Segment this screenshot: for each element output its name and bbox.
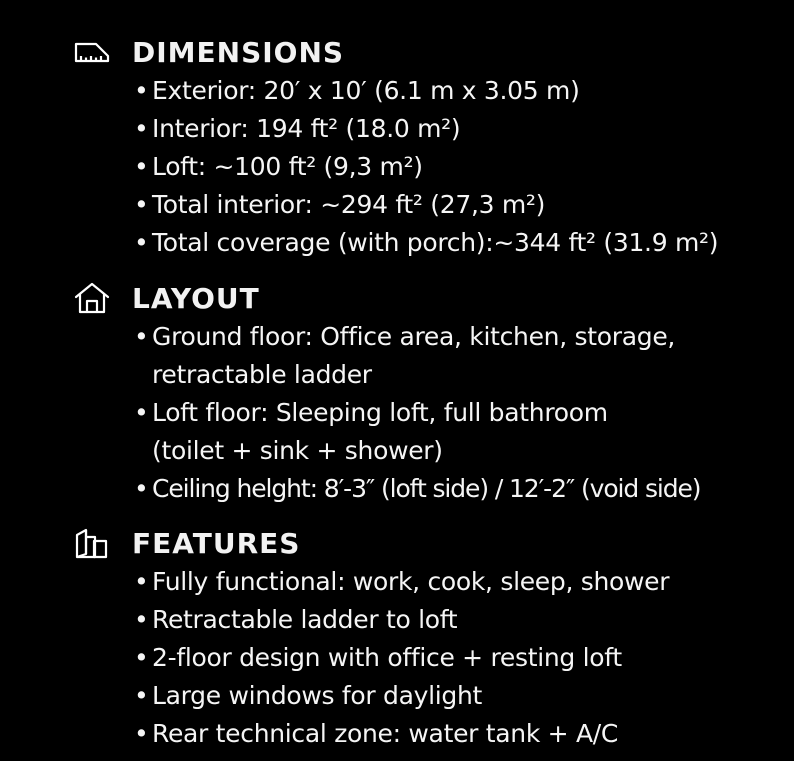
bullet: • (134, 719, 149, 748)
bullet: • (134, 190, 149, 219)
list-item (74, 394, 794, 470)
list-item-text: Total interior: ~294 ft² (27,3 m²) (152, 190, 546, 219)
list-item (74, 148, 794, 186)
list-item-text-continued: (toilet + sink + shower) (152, 436, 443, 465)
dimensions-heading (74, 34, 794, 70)
bullet: • (134, 681, 149, 710)
list-item-text: 2-floor design with office + resting loft (152, 643, 622, 672)
bullet: • (134, 114, 149, 143)
list-item-text: Retractable ladder to loft (152, 605, 458, 634)
list-item-text: Rear technical zone: water tank + A/C (152, 719, 619, 748)
bullet: • (134, 322, 149, 351)
list-item (74, 110, 794, 148)
list-item-text: Ceiling helght: 8′-3″ (loft side) / 12′-2″ (void side) (152, 474, 701, 503)
dimensions-list (74, 72, 794, 262)
list-item (74, 186, 794, 224)
list-item (74, 72, 794, 110)
bullet: • (134, 398, 149, 427)
features-title: FEATURES (132, 526, 301, 560)
list-item-text: Ground floor: Office area, kitchen, storage, (152, 322, 676, 351)
bullet: • (134, 474, 148, 503)
list-item-text: Interior: 194 ft² (18.0 m²) (152, 114, 461, 143)
list-item (74, 639, 794, 677)
bullet: • (134, 152, 149, 181)
ruler-icon (74, 35, 114, 69)
list-item-text: Loft floor: Sleeping loft, full bathroom (152, 398, 608, 427)
features-section (74, 525, 794, 753)
list-item-text: Exterior: 20′ x 10′ (6.1 m x 3.05 m) (152, 76, 580, 105)
list-item (74, 318, 794, 394)
bullet: • (134, 605, 149, 634)
bullet: • (134, 76, 149, 105)
layout-title: LAYOUT (132, 281, 260, 315)
features-list (74, 563, 794, 753)
dimensions-section (74, 34, 794, 262)
features-heading (74, 525, 794, 561)
bullet: • (134, 228, 149, 257)
list-item-text: Large windows for daylight (152, 681, 483, 710)
book-icon (74, 526, 114, 560)
house-icon (74, 281, 114, 315)
list-item (74, 601, 794, 639)
list-item (74, 470, 794, 508)
bullet: • (134, 643, 149, 672)
layout-list (74, 318, 794, 508)
list-item-text: Total coverage (with porch):~344 ft² (31.9 m²) (152, 228, 719, 257)
list-item-text-continued: retractable ladder (152, 360, 372, 389)
layout-heading (74, 280, 794, 316)
list-item-text: Fully functional: work, cook, sleep, shower (152, 567, 670, 596)
layout-section (74, 280, 794, 508)
dimensions-title: DIMENSIONS (132, 35, 345, 69)
bullet: • (134, 567, 149, 596)
list-item (74, 677, 794, 715)
list-item (74, 224, 794, 262)
list-item (74, 715, 794, 753)
list-item-text: Loft: ~100 ft² (9,3 m²) (152, 152, 423, 181)
list-item (74, 563, 794, 601)
